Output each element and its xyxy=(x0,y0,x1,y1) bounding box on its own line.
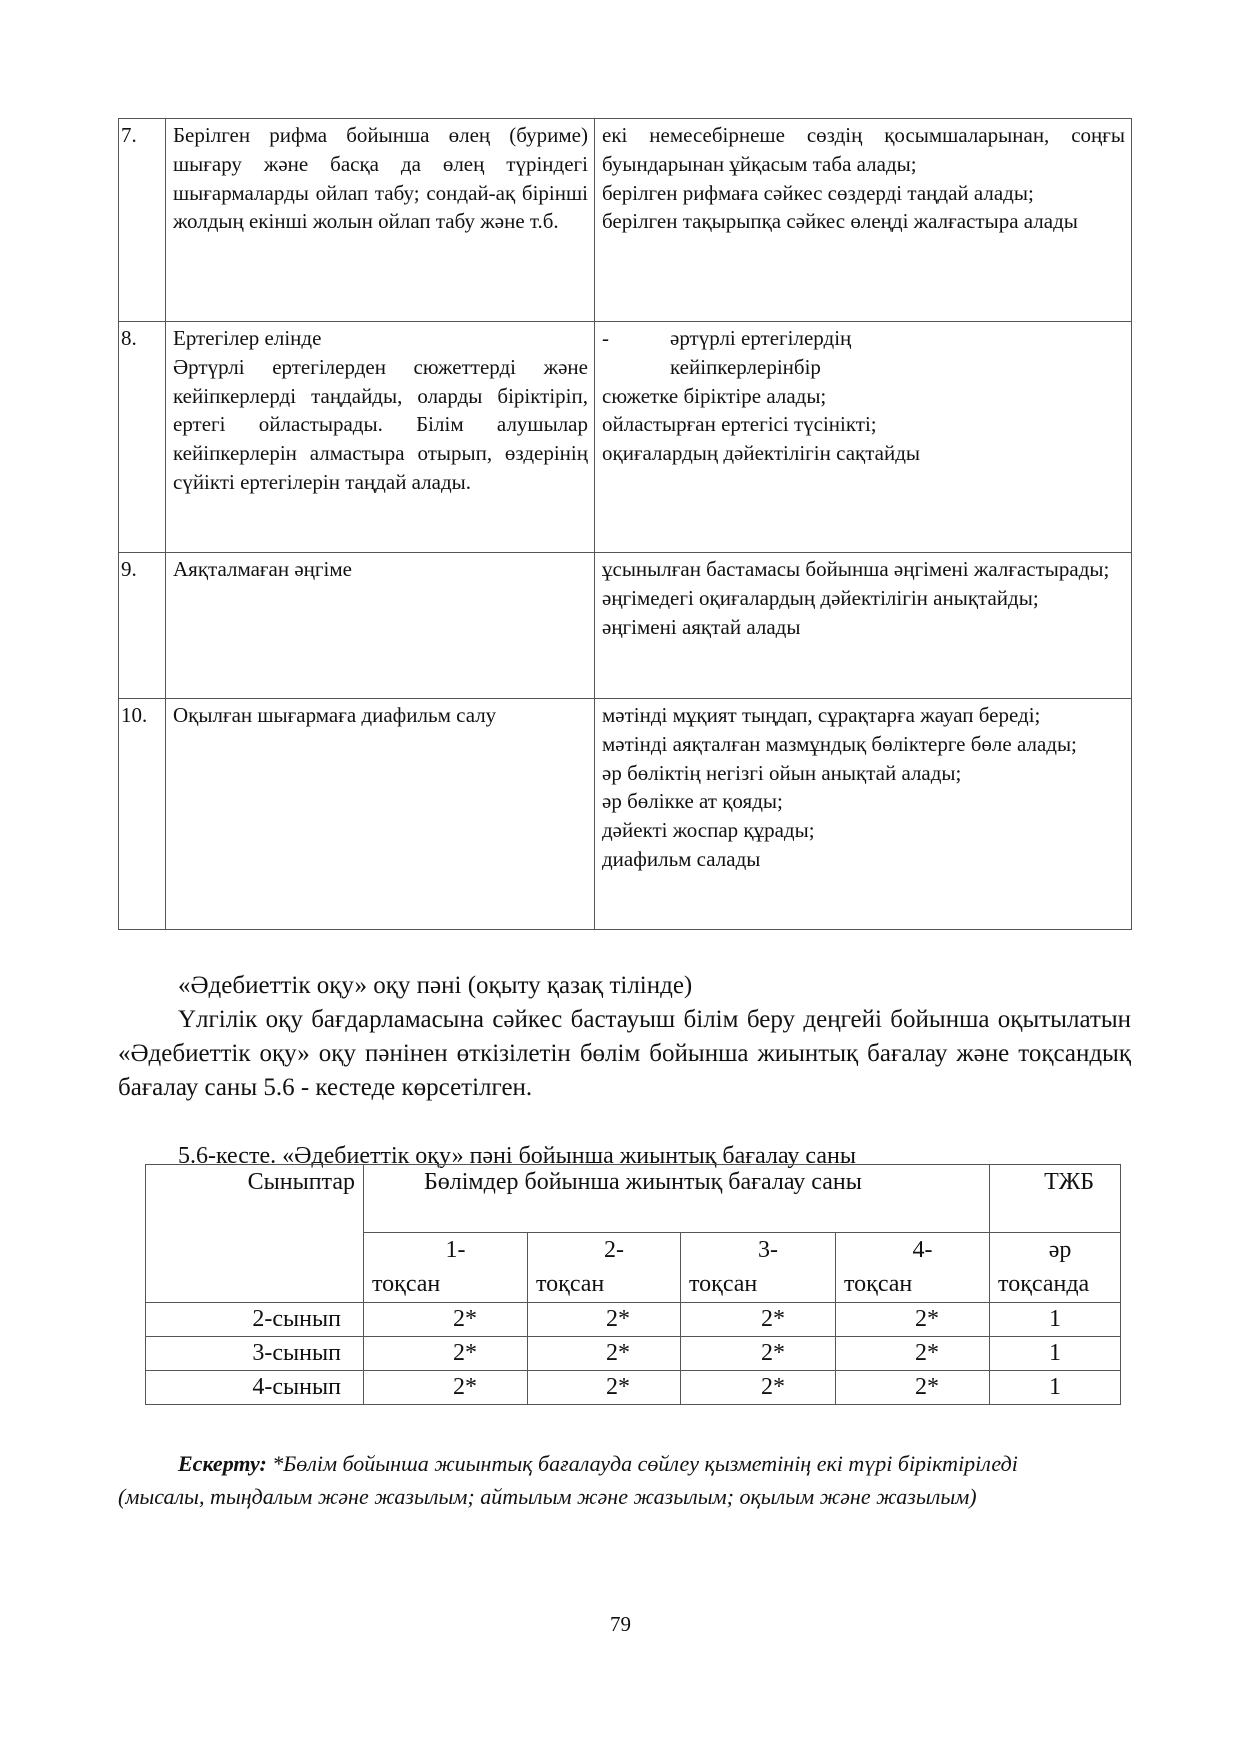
outcome-item: дәйекті жоспар құрады; xyxy=(602,818,815,843)
outcome-item: - әртүрлі ертегілердің xyxy=(602,326,852,350)
activity-outcomes xyxy=(595,553,1132,699)
activity-outcomes xyxy=(595,699,1132,930)
outcome-item: берілген рифмаға сәйкес сөздерді таңдай алады; xyxy=(602,180,1034,205)
classes-header: Сыныптар xyxy=(146,1165,364,1303)
table-row xyxy=(119,119,1132,322)
outcome-item: сюжетке біріктіре алады; xyxy=(602,383,827,408)
class-cell: 4-сынып xyxy=(146,1371,364,1405)
activities-table xyxy=(118,118,1132,930)
activity-title: Оқылған шығармаға диафильм салу xyxy=(166,699,595,930)
table-row: 3-сынып 2* 2* 2* 2* 1 xyxy=(146,1337,1121,1371)
table-row: 2-сынып 2* 2* 2* 2* 1 xyxy=(146,1303,1121,1337)
table-row xyxy=(119,553,1132,699)
note-text-continued: (мысалы, тыңдалым және жазылым; айтылым және жазылым; оқылым және жазылым) xyxy=(118,1484,977,1509)
quarter-header: 4- тоқсан xyxy=(836,1233,990,1303)
table-caption: 5.6-кесте. «Әдебиеттік оқу» пәні бойынша жиынтық бағалау саны xyxy=(178,1143,856,1169)
row-number: 7. xyxy=(119,119,166,322)
section-heading: «Әдебиеттік оқу» оқу пәні (оқыту қазақ тілінде) xyxy=(178,972,693,999)
note-label: Ескерту: xyxy=(178,1451,267,1476)
assessment-table xyxy=(145,1164,1121,1405)
outcome-item: ұсынылған бастамасы бойынша әңгімені жалғастырады; xyxy=(602,557,1110,581)
activity-outcomes xyxy=(595,119,1132,322)
each-quarter-header: әр тоқсанда xyxy=(990,1233,1121,1303)
row-number: 10. xyxy=(119,699,166,930)
class-cell: 3-сынып xyxy=(146,1337,364,1371)
quarter-header: 2- тоқсан xyxy=(528,1233,681,1303)
outcome-item: екі немесебірнеше сөздің қосымшаларынан, соңғы буындарынан ұйқасым таба алады; xyxy=(602,123,1125,176)
table-row: 4-сынып 2* 2* 2* 2* 1 xyxy=(146,1371,1121,1405)
row-number: 8. xyxy=(119,322,166,553)
outcome-item: мәтінді аяқталған мазмұндық бөліктерге бөле алады; xyxy=(602,731,1077,756)
outcome-item: әңгімені аяқтай алады xyxy=(602,614,801,639)
page-number: 79 xyxy=(610,1612,631,1636)
outcome-item: диафильм салады xyxy=(602,846,761,871)
quarter-header: 1- тоқсан xyxy=(364,1233,528,1303)
table-row xyxy=(119,699,1132,930)
section-body: Үлгілік оқу бағдарламасына сәйкес бастауыш білім беру деңгейі бойынша оқытылатын «Әдебиеттік оқу» оқу пәнінен өткізілетін бөлім бойынша жиынтық бағалау және тоқсандық бағалау саны 5.6 - кестеде көрсетілген. xyxy=(118,1006,1131,1101)
header-row xyxy=(146,1165,1121,1233)
row-number: 9. xyxy=(119,553,166,699)
section-text xyxy=(118,969,1131,1105)
footnote xyxy=(118,1447,1131,1513)
outcome-item: берілген тақырыпқа сәйкес өлеңді жалғастыра алады xyxy=(602,209,1078,234)
outcome-item: әңгімедегі оқиғалардың дәйектілігін анықтайды; xyxy=(602,585,1039,610)
summative-header: Бөлімдер бойынша жиынтық бағалау саны xyxy=(364,1165,990,1233)
note-text: *Бөлім бойынша жиынтық бағалауда сөйлеу қызметінің екі түрі біріктіріледі xyxy=(266,1451,1018,1476)
outcome-item: әр бөліктің негізгі ойын анықтай алады; xyxy=(602,760,962,785)
activity-title: Аяқталмаған әңгіме xyxy=(166,553,595,699)
outcome-item: оқиғалардың дәйектілігін сақтайды xyxy=(602,441,921,466)
outcome-item: мәтінді мұқият тыңдап, сұрақтарға жауап береді; xyxy=(602,703,1041,727)
outcome-item: ойластырған ертегісі түсінікті; xyxy=(602,412,877,437)
activity-title: Ертегілер елінде Әртүрлі ертегілерден сюжеттерді және кейіпкерлерді таңдайды, оларды біріктіріп, ертегі ойластырады. Білім алушылар кейіпкерлерін алмастыра отырып, өздерінің сүйікті ертегілерін таңдай алады. xyxy=(166,322,595,553)
activity-title: Берілген рифма бойынша өлең (буриме) шығару және басқа да өлең түріндегі шығармаларды ойлап табу; сондай-ақ бірінші жолдың екінші жолын ойлап табу және т.б. xyxy=(166,119,595,322)
tzhb-header: ТЖБ xyxy=(990,1165,1121,1233)
activity-outcomes: - әртүрлі ертегілердің кейіпкерлерінбір сюжетке біріктіре алады; ойластырған ертегісі түсінікті; оқиғалардың дәйектілігін сақтайды xyxy=(595,322,1132,553)
class-cell: 2-сынып xyxy=(146,1303,364,1337)
outcome-item: әр бөлікке ат қояды; xyxy=(602,789,783,814)
table-row xyxy=(119,322,1132,553)
quarter-header: 3- тоқсан xyxy=(681,1233,836,1303)
